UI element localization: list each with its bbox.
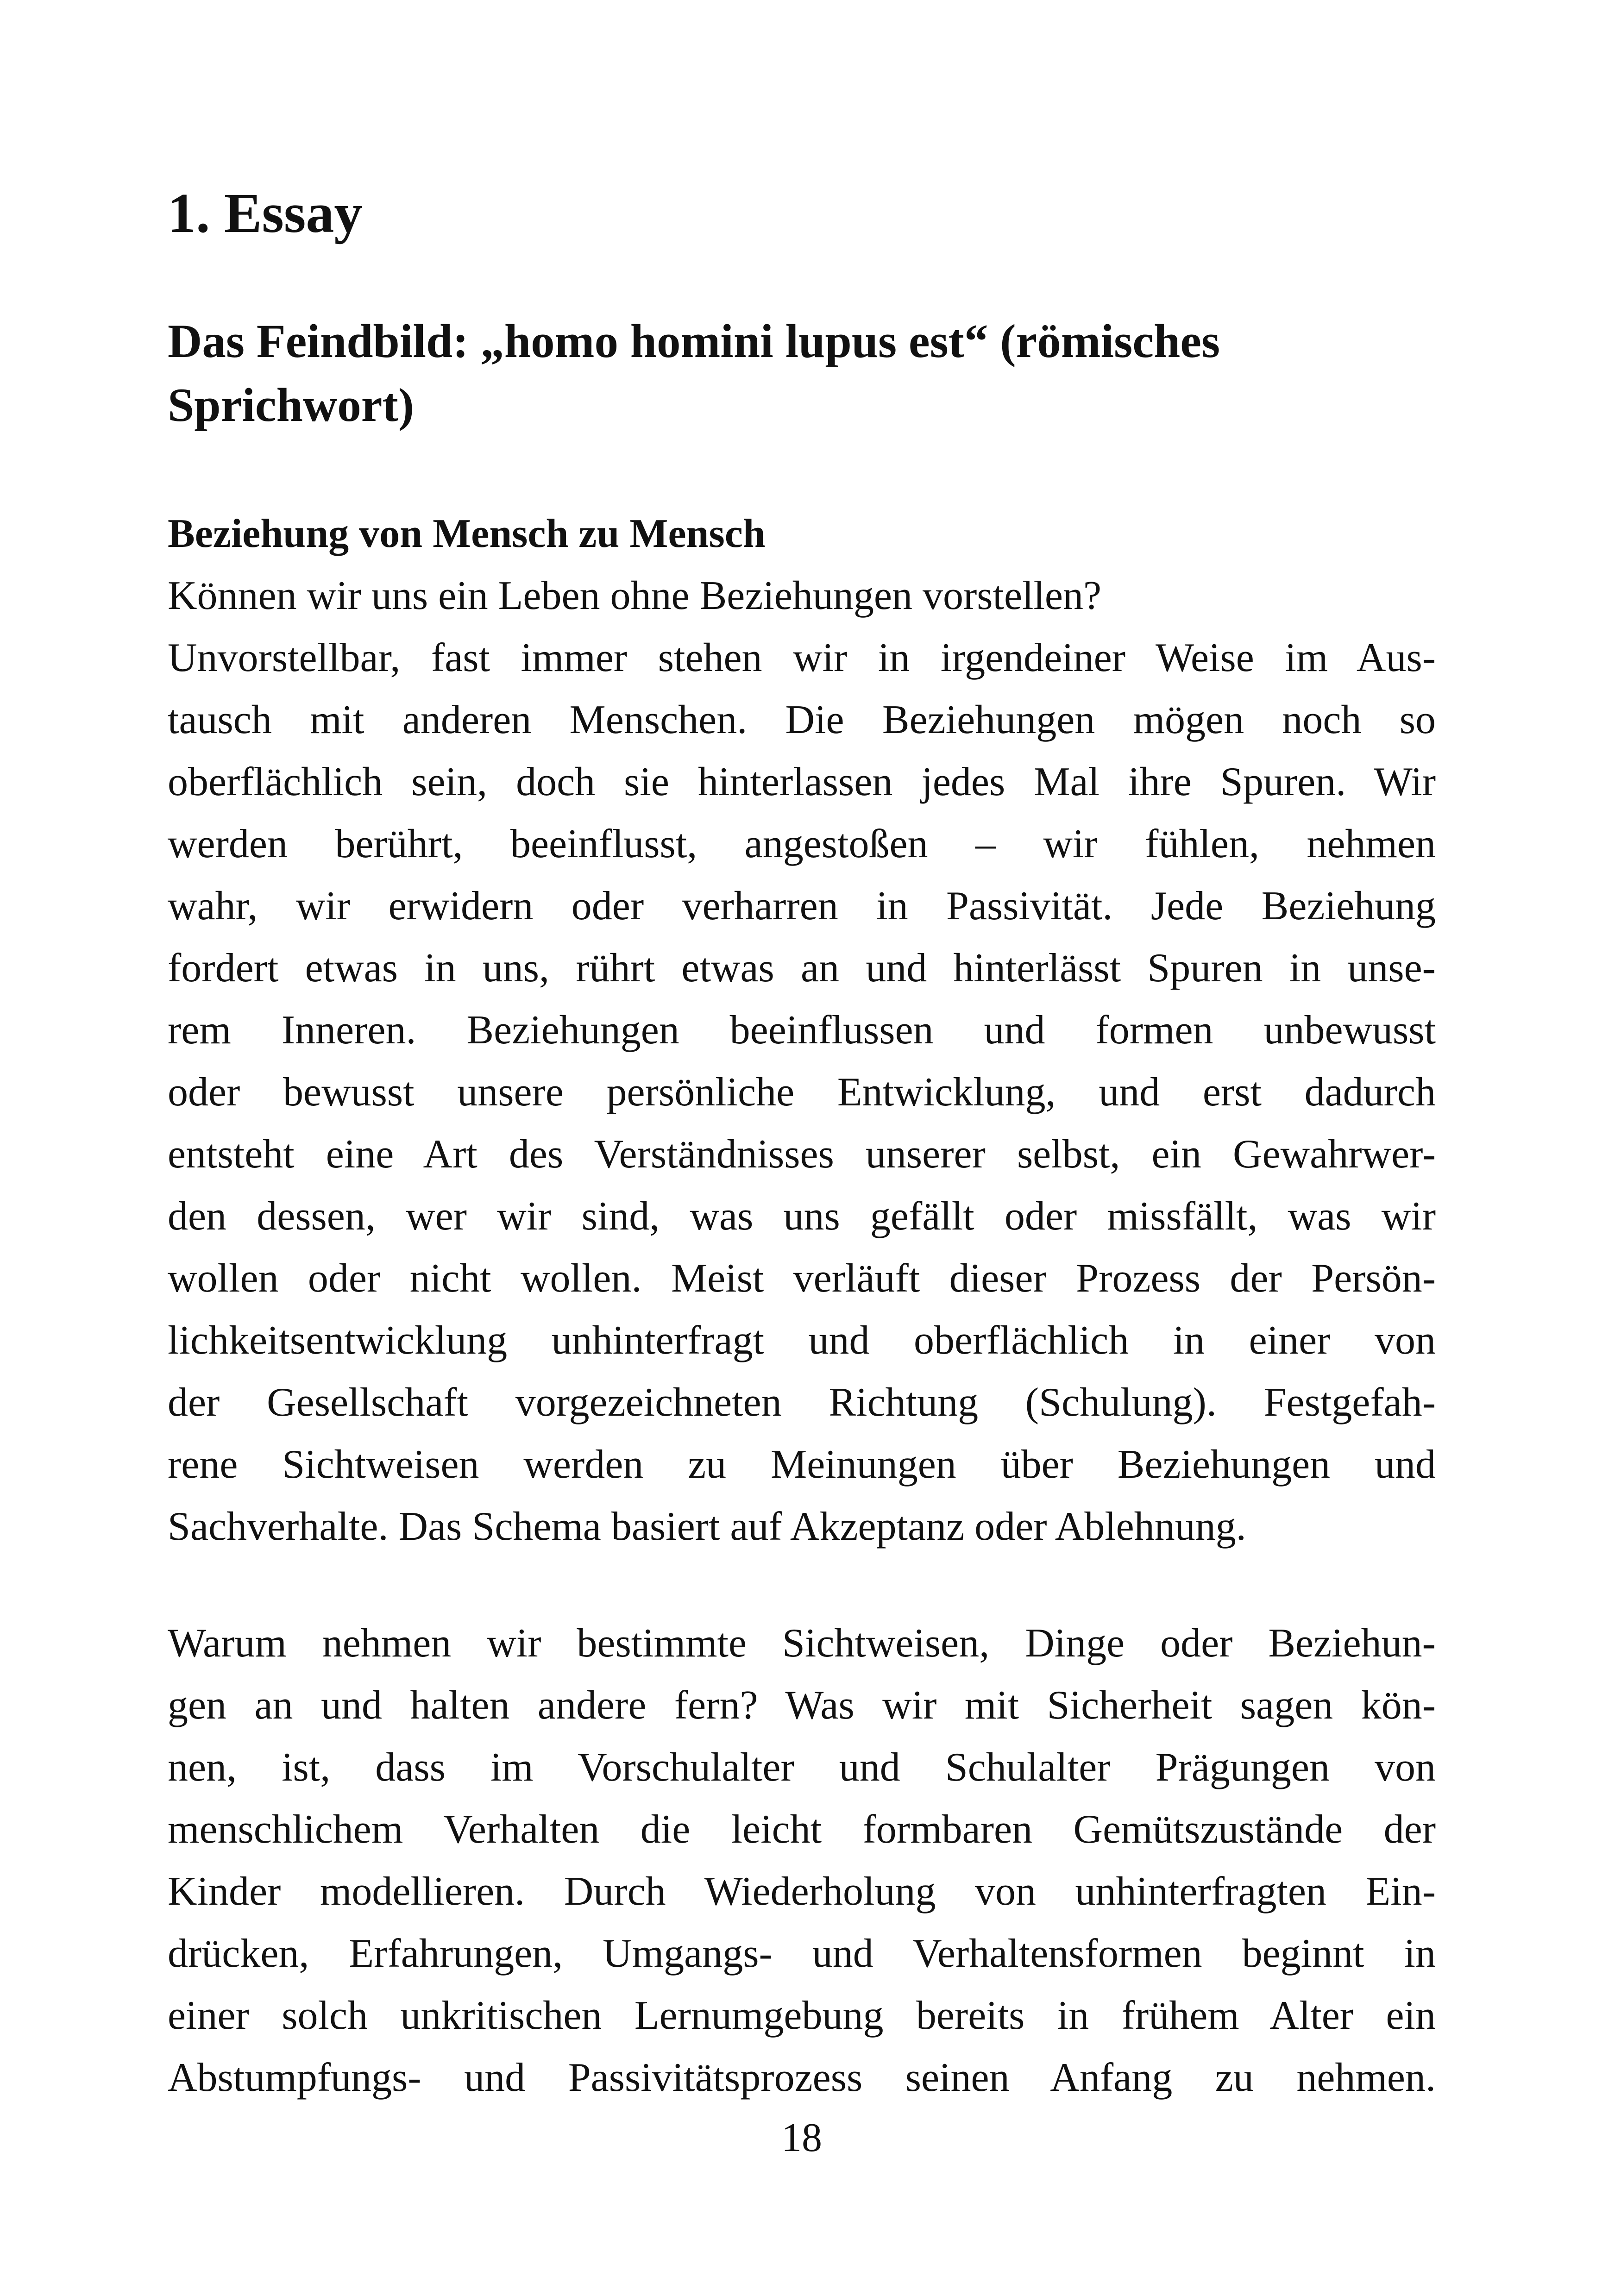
text-line: lichkeitsentwicklung unhinterfragt und oberflächlich in einer von <box>168 1318 1436 1363</box>
text-line: entsteht eine Art des Verständnisses unserer selbst, ein Gewahrwer- <box>168 1132 1436 1177</box>
text-line: Abstumpfungs- und Passivitätsprozess seinen Anfang zu nehmen. <box>168 2055 1436 2100</box>
book-page <box>168 0 1436 2296</box>
text-line: nen, ist, dass im Vorschulalter und Schulalter Prägungen von <box>168 1745 1436 1790</box>
text-line: menschlichem Verhalten die leicht formbaren Gemütszustände der <box>168 1807 1436 1852</box>
text-line: wahr, wir erwidern oder verharren in Passivität. Jede Beziehung <box>168 884 1436 928</box>
text-line: rem Inneren. Beziehungen beeinflussen und formen unbewusst <box>168 1008 1436 1053</box>
text-line: Unvorstellbar, fast immer stehen wir in irgendeiner Weise im Aus- <box>168 635 1436 680</box>
text-line: oder bewusst unsere persönliche Entwicklung, und erst dadurch <box>168 1070 1436 1115</box>
section-heading: Beziehung von Mensch zu Mensch <box>168 511 766 556</box>
text-line: rene Sichtweisen werden zu Meinungen über Beziehungen und <box>168 1442 1436 1487</box>
text-line: den dessen, wer wir sind, was uns gefällt oder missfällt, was wir <box>168 1194 1436 1239</box>
text-line: werden berührt, beeinflusst, angestoßen – wir fühlen, nehmen <box>168 822 1436 866</box>
essay-title <box>168 309 1436 437</box>
essay-title-line: Sprichwort) <box>168 379 415 432</box>
text-line: wollen oder nicht wollen. Meist verläuft dieser Prozess der Persön- <box>168 1256 1436 1301</box>
text-line: oberflächlich sein, doch sie hinterlassen jedes Mal ihre Spuren. Wir <box>168 759 1436 804</box>
text-line: gen an und halten andere fern? Was wir mit Sicherheit sagen kön- <box>168 1683 1436 1728</box>
text-line: der Gesellschaft vorgezeichneten Richtung (Schulung). Festgefah- <box>168 1380 1436 1425</box>
text-line: einer solch unkritischen Lernumgebung bereits in frühem Alter ein <box>168 1993 1436 2038</box>
paragraph-2 <box>168 1612 1436 2109</box>
text-line: Kinder modellieren. Durch Wiederholung von unhinterfragten Ein- <box>168 1869 1436 1914</box>
text-line: Sachverhalte. Das Schema basiert auf Akzeptanz oder Ablehnung. <box>168 1504 1246 1549</box>
text-line: Können wir uns ein Leben ohne Beziehungen vorstellen? <box>168 573 1102 618</box>
text-line: Warum nehmen wir bestimmte Sichtweisen, Dinge oder Beziehun- <box>168 1621 1436 1666</box>
text-line: fordert etwas in uns, rührt etwas an und hinterlässt Spuren in unse- <box>168 946 1436 991</box>
text-line: tausch mit anderen Menschen. Die Beziehungen mögen noch so <box>168 697 1436 742</box>
text-line: drücken, Erfahrungen, Umgangs- und Verhaltensformen beginnt in <box>168 1931 1436 1976</box>
page-number: 18 <box>781 2115 822 2160</box>
essay-title-line: Das Feindbild: „homo homini lupus est“ (römisches <box>168 315 1220 368</box>
paragraph-1 <box>168 565 1436 1558</box>
chapter-title: 1. Essay <box>168 182 363 245</box>
